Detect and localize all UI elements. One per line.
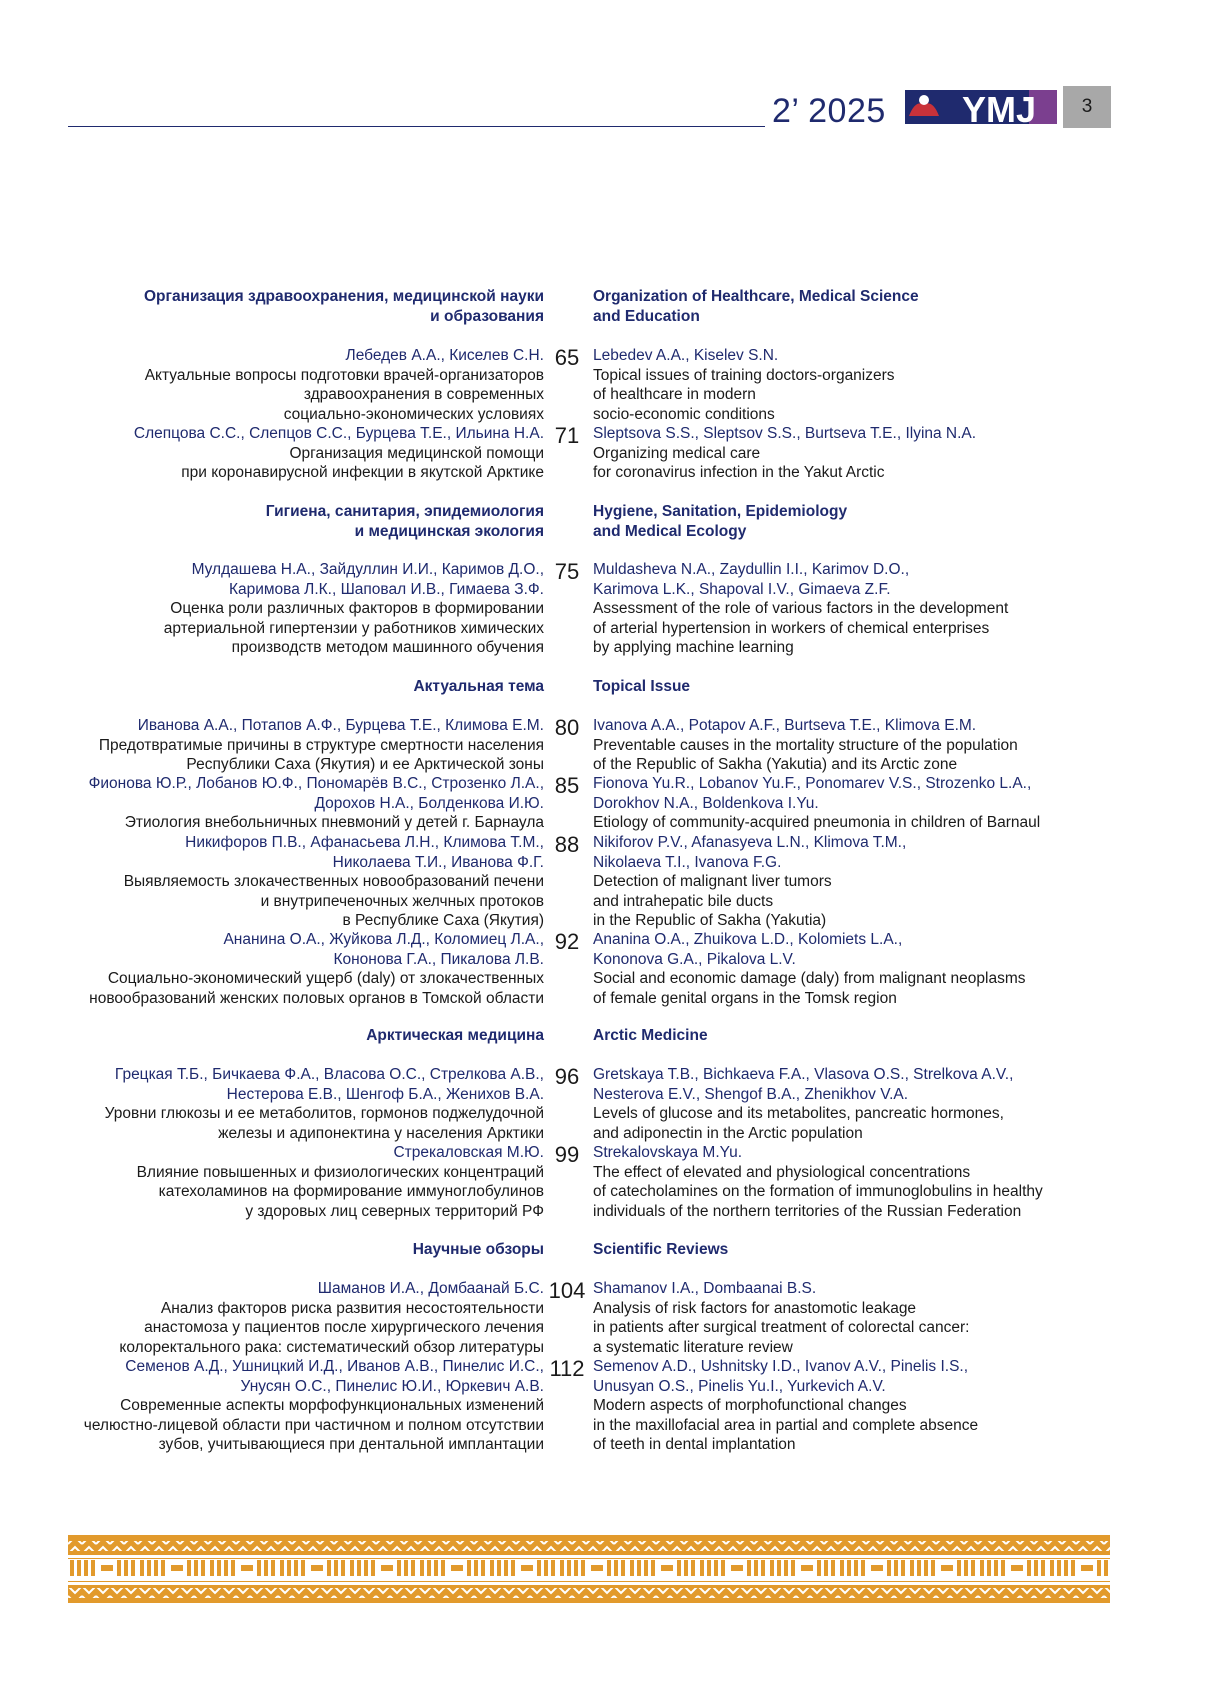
logo-text: YMJ: [961, 89, 1037, 128]
page-ref: 112: [549, 1356, 585, 1381]
page-ref: 104: [548, 1278, 586, 1303]
page-ref: 65: [554, 345, 580, 370]
header-rule: [68, 126, 765, 127]
page-number: 3: [1063, 86, 1111, 128]
page-ref: 71: [554, 423, 580, 448]
issue-number: 2’ 2025: [772, 92, 886, 130]
page-ref: 75: [554, 559, 580, 584]
page-ref: 85: [554, 773, 580, 798]
journal-logo: [903, 86, 1059, 128]
page-ref: 92: [554, 929, 580, 954]
page-ref: 88: [554, 832, 580, 857]
page-ref: 99: [554, 1142, 580, 1167]
page-ref: 80: [554, 715, 580, 740]
ornament-border-icon: [68, 1535, 1110, 1603]
page-ref: 96: [554, 1064, 580, 1089]
